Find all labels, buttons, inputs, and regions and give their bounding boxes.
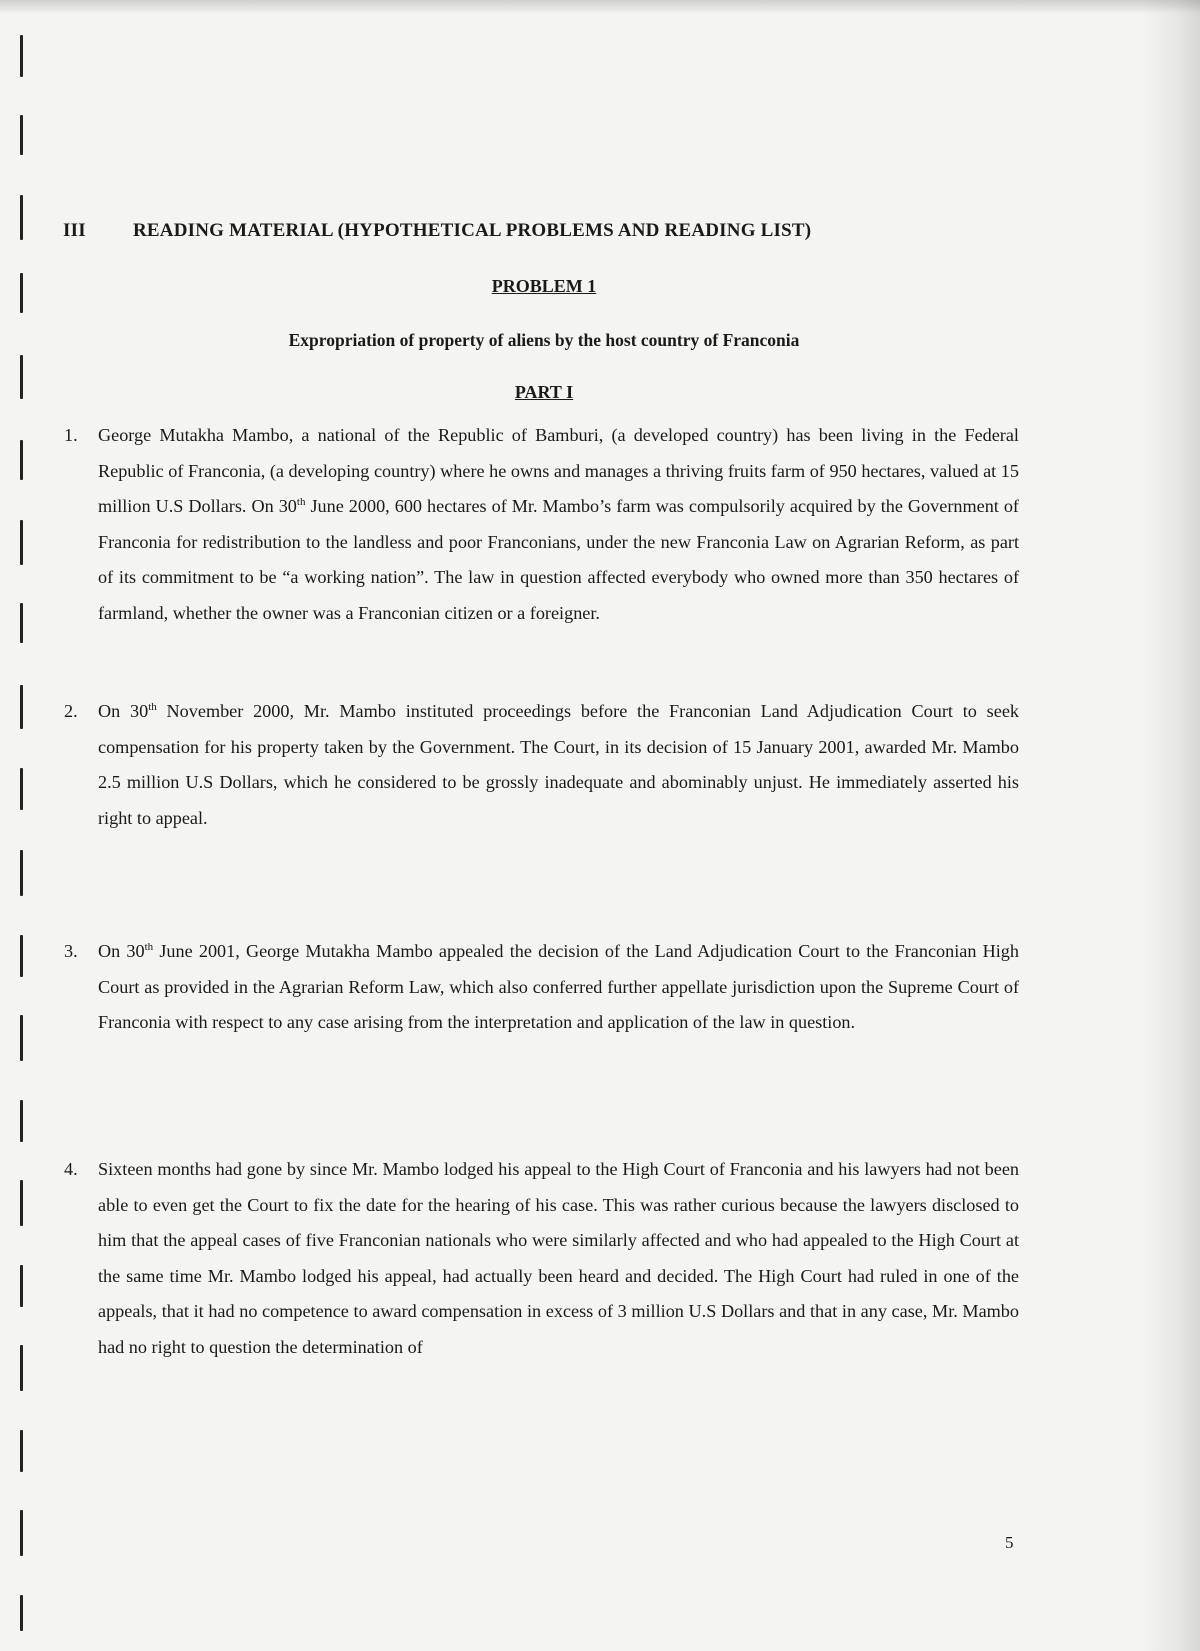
- binding-mark: [20, 1430, 23, 1472]
- page-number: 5: [1005, 1533, 1014, 1552]
- paragraph-text-a: George Mutakha Mambo, a national of the Republic of Bamburi, (a developed country) has been living in the Federal Republic of Franconia, (a developing country) where he owns and manages a thriving fruits farm of 950 hectares, valued at 15 million U.S Dollars. On 30: [98, 425, 1019, 516]
- paragraph-text: [98, 934, 1019, 1041]
- binding-mark: [20, 1595, 23, 1631]
- paragraph-text-a: Sixteen months had gone by since Mr. Mambo lodged his appeal to the High Court of Franconia and his lawyers had not been able to even get the Court to fix the date for the hearing of his case. This was rather curious because the lawyers disclosed to him that the appeal cases of five Franconian nationals who were similarly affected and who had appealed to the High Court at the same time Mr. Mambo lodged his appeal, had actually been heard and decided. The High Court had ruled in one of the appeals, that it had no competence to award compensation in excess of 3 million U.S Dollars and that in any case, Mr. Mambo had no right to question the determination of: [98, 1159, 1019, 1357]
- binding-mark: [20, 1180, 23, 1226]
- paragraph-number: 3.: [64, 941, 78, 961]
- problem-subtitle: Expropriation of property of aliens by the host country of Franconia: [288, 330, 800, 350]
- binding-mark: [20, 768, 23, 810]
- part-title: PART I: [514, 382, 574, 402]
- scan-right-shadow: [1140, 0, 1200, 1651]
- paragraph-3: [64, 934, 1019, 1041]
- paragraph-text-a: On 30: [98, 701, 149, 721]
- paragraph-text-a: On 30: [98, 941, 145, 961]
- paragraph-text: [98, 694, 1019, 836]
- binding-mark: [20, 1100, 23, 1142]
- binding-holes: [20, 20, 28, 1640]
- binding-mark: [20, 1015, 23, 1061]
- section-number: III: [63, 220, 86, 241]
- paragraph-1: [64, 418, 1019, 631]
- binding-mark: [20, 850, 23, 896]
- binding-mark: [20, 603, 23, 643]
- binding-mark: [20, 195, 23, 240]
- binding-mark: [20, 520, 23, 565]
- binding-mark: [20, 685, 23, 729]
- binding-mark: [20, 115, 23, 155]
- binding-mark: [20, 1265, 23, 1307]
- scan-top-shadow: [0, 0, 1200, 14]
- paragraph-number: 1.: [64, 425, 78, 445]
- binding-mark: [20, 935, 23, 977]
- binding-mark: [20, 35, 23, 77]
- paragraph-number: 4.: [64, 1159, 78, 1179]
- binding-mark: [20, 1510, 23, 1556]
- paragraph-text: [98, 418, 1019, 631]
- problem-title: PROBLEM 1: [491, 276, 597, 296]
- paragraph-text-b: June 2001, George Mutakha Mambo appealed the decision of the Land Adjudication Court to the Franconian High Court as provided in the Agrarian Reform Law, which also conferred further appellate jurisdiction upon the Supreme Court of Franconia with respect to any case arising from the interpretation and application of the law in question.: [98, 941, 1019, 1032]
- section-heading: [63, 220, 811, 242]
- ordinal-suffix: th: [296, 495, 306, 508]
- paragraph-4: [64, 1152, 1019, 1365]
- paragraph-2: [64, 694, 1019, 836]
- paragraph-text-b: November 2000, Mr. Mambo instituted proceedings before the Franconian Land Adjudication Court to seek compensation for his property taken by the Government. The Court, in its decision of 15 January 2001, awarded Mr. Mambo 2.5 million U.S Dollars, which he considered to be grossly inadequate and abominably unjust. He immediately asserted his right to appeal.: [98, 701, 1019, 828]
- section-title: READING MATERIAL (HYPOTHETICAL PROBLEMS AND READING LIST): [133, 220, 812, 241]
- paragraph-text: [98, 1152, 1019, 1365]
- binding-mark: [20, 440, 23, 480]
- binding-mark: [20, 1345, 23, 1391]
- paragraph-text-b: June 2000, 600 hectares of Mr. Mambo’s farm was compulsorily acquired by the Government of Franconia for redistribution to the landless and poor Franconians, under the new Franconia Law on Agrarian Reform, as part of its commitment to be “a working nation”. The law in question affected everybody who owned more than 350 hectares of farmland, whether the owner was a Franconian citizen or a foreigner.: [98, 496, 1019, 623]
- ordinal-suffix: th: [144, 940, 154, 953]
- paragraph-number: 2.: [64, 701, 78, 721]
- ordinal-suffix: th: [148, 700, 157, 713]
